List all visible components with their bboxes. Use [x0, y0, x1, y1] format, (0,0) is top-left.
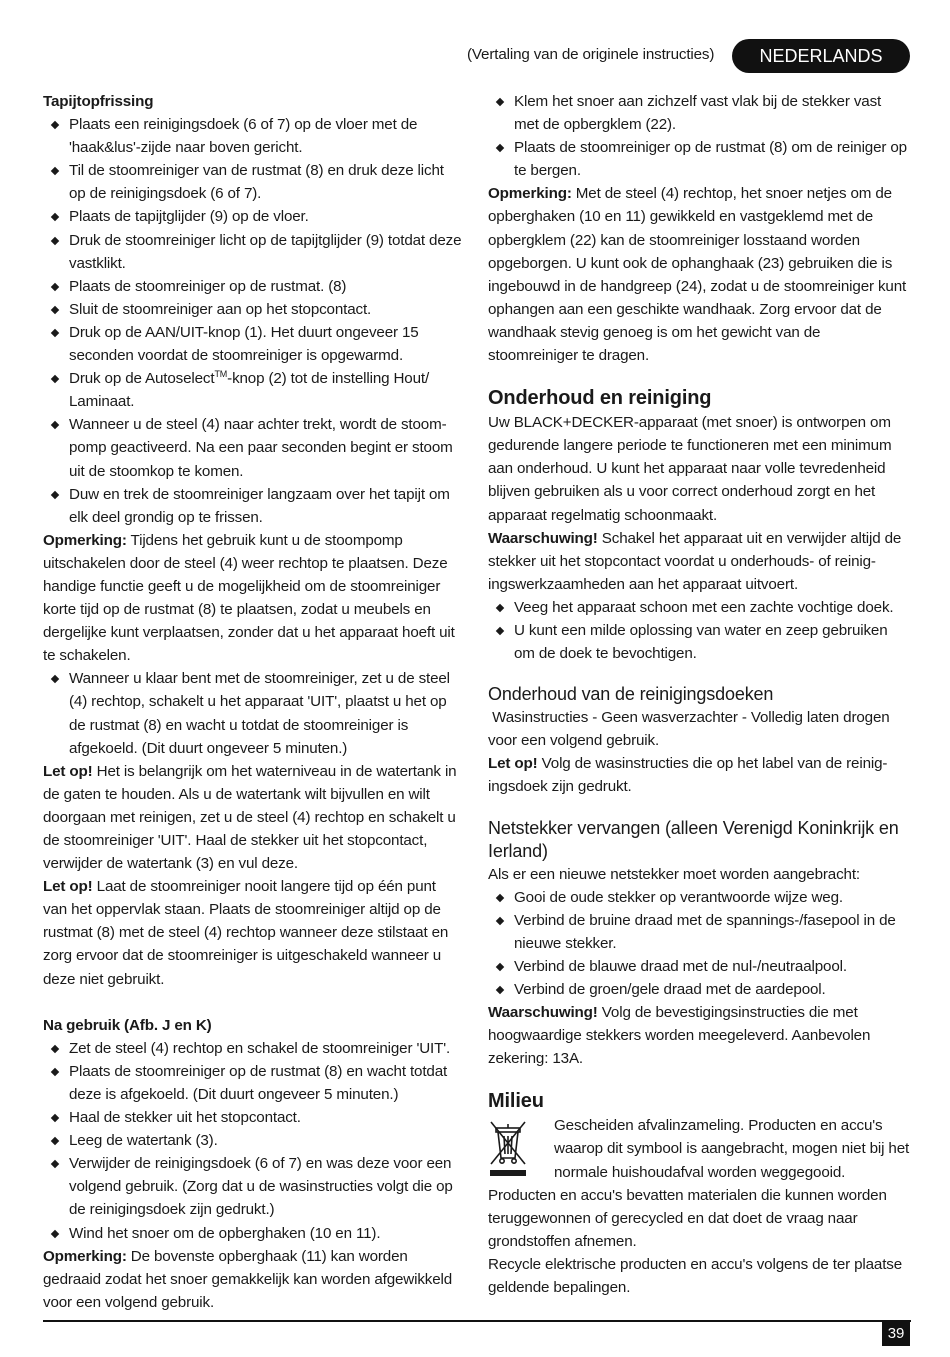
- diamond-bullet-icon: [51, 421, 59, 429]
- autoselect-text-before: Druk op de Autoselect: [69, 370, 215, 388]
- list-item: [43, 321, 463, 367]
- list-item: [488, 136, 910, 182]
- section-heading-tapijtopfrissing: Tapijtopfrissing: [43, 93, 154, 110]
- footer-rule: [43, 1320, 911, 1322]
- list-item-text: Plaats de stoomreiniger op de rustmat (8) om de reiniger op te bergen.: [514, 139, 907, 180]
- list-item-text: Verbind de blauwe draad met de nul-/neutraalpool.: [514, 957, 847, 975]
- stekker-intro: Als er een nieuwe netstekker moet worden aangebracht:: [488, 865, 860, 883]
- section-heading-onderhoud: Onderhoud en reiniging: [488, 387, 712, 410]
- note-text: Met de steel (4) rechtop, het snoer netjes om de opberghaken (10 en 11) gewikkeld en vastgeklemd met de opbergklem (22) kan de stoomreiniger losstaand worden opgeborgen. U kunt ook de ophanghaak (23) gebruiken die is ingebouwd in de handgreep (24), zodat u de stoomreiniger kunt ophangen aan een geschikte wandhaak. Zorg ervoor dat de wandhaak stevig genoeg is om het gewicht van de stoomreiniger te dragen.: [488, 185, 907, 365]
- list-item-text: Zet de steel (4) rechtop en schakel de stoomreiniger 'UIT'.: [69, 1039, 451, 1057]
- diamond-bullet-icon: [51, 490, 59, 498]
- diamond-bullet-icon: [51, 1229, 59, 1237]
- milieu-block: [488, 1114, 910, 1183]
- warning-text: Volg de bevestigingsinstructies die met hoogwaardige stekkers worden meegeleverd. Aanbevolen zekering: 13A.: [488, 1004, 871, 1068]
- list-item: [488, 978, 910, 1001]
- list-item: [43, 483, 463, 529]
- list-item: [43, 159, 463, 205]
- onderhoud-paragraph: Uw BLACK+DECKER-apparaat (met snoer) is ontworpen om gedurende langere periode te functioneren met een minimum aan onderhoud. U kunt het apparaat naar volle tevredenheid blijven gebruiken als u voor correct onderhoud zorgt en het apparaat regelmatig schoonmaakt.: [488, 414, 892, 524]
- diamond-bullet-icon: [496, 604, 504, 612]
- list-item-text: Veeg het apparaat schoon met een zachte vochtige doek.: [514, 598, 894, 616]
- note-label: Opmerking:: [43, 1247, 127, 1265]
- list-item: [43, 1106, 463, 1129]
- list-item-text: Verbind de bruine draad met de spannings-/fasepool in de nieuwe stekker.: [514, 911, 896, 952]
- list-item: [488, 909, 910, 955]
- list-item: [43, 1060, 463, 1106]
- milieu-paragraph: Recycle elektrische producten en accu's volgens de ter plaatse geldende bepalingen.: [488, 1255, 903, 1297]
- note-label: Opmerking:: [488, 185, 572, 203]
- diamond-bullet-icon: [51, 1114, 59, 1122]
- caution-paragraph: [488, 752, 910, 798]
- list-item: [43, 1152, 463, 1221]
- diamond-bullet-icon: [51, 213, 59, 221]
- milieu-paragraph: Producten en accu's bevatten materialen die kunnen worden teruggewonnen of gerecycled en dat doet de vraag naar grondstoffen afnemen.: [488, 1186, 887, 1250]
- diamond-bullet-icon: [496, 893, 504, 901]
- doeken-paragraph: Wasinstructies - Geen wasverzachter - Volledig laten drogen voor een volgend gebruik.: [488, 709, 894, 750]
- list-item-text: Plaats de tapijtglijder (9) op de vloer.: [69, 208, 309, 226]
- list-item: [488, 886, 910, 909]
- list-item: [43, 1222, 463, 1245]
- language-badge: NEDERLANDS: [732, 39, 910, 73]
- trademark-sup: TM: [214, 369, 228, 380]
- stekker-list: [488, 886, 910, 1001]
- caution-text: Het is belangrijk om het waterniveau in de watertank in de gaten te houden. Als u de watertank wilt bijvullen en wilt doorgaan met reinigen, zet u de steel (4) rechtop en schakelt u de stoomreiniger 'UIT'. Haal de stekker uit het stopcontact, verwijder de watertank (3) en vul deze.: [43, 762, 457, 873]
- page-number: 39: [882, 1322, 910, 1346]
- list-item: [488, 619, 910, 665]
- diamond-bullet-icon: [496, 627, 504, 635]
- diamond-bullet-icon: [496, 963, 504, 971]
- diamond-bullet-icon: [51, 1137, 59, 1145]
- caution-text: Laat de stoomreiniger nooit langere tijd op één punt van het oppervlak staan. Plaats de stoomreiniger altijd op de rustmat (8) met de steel (4) rechtop wanneer deze stilstaat en zorg ervoor dat de stoomreiniger is uitgeschakeld wanneer u deze niet gebruikt.: [43, 878, 449, 988]
- crossed-out-wheelie-bin-icon: [488, 1118, 528, 1178]
- caution-label: Let op!: [43, 762, 93, 780]
- caution-label: Let op!: [488, 755, 538, 773]
- list-item: [43, 298, 463, 321]
- list-item-text: Verbind de groen/gele draad met de aardepool.: [514, 981, 826, 998]
- diamond-bullet-icon: [51, 1160, 59, 1168]
- list-item: [488, 955, 910, 978]
- storage-list: [488, 90, 910, 182]
- diamond-bullet-icon: [51, 675, 59, 683]
- list-item-text: Gooi de oude stekker op verantwoorde wijze weg.: [514, 888, 843, 906]
- section-heading-reinigingsdoeken: Onderhoud van de reinigingsdoeken: [488, 684, 774, 705]
- list-item: [488, 90, 910, 136]
- list-item: [43, 275, 463, 298]
- list-item-text: Til de stoomreiniger van de rustmat (8) en druk deze licht op de reinigingsdoek (6 of 7).: [69, 162, 444, 203]
- diamond-bullet-icon: [51, 236, 59, 244]
- diamond-bullet-icon: [51, 375, 59, 383]
- list-item: [43, 1129, 463, 1152]
- diamond-bullet-icon: [496, 144, 504, 152]
- warning-paragraph: [488, 527, 910, 596]
- list-item-text: U kunt een milde oplossing van water en zeep gebruiken om de doek te bevochtigen.: [514, 621, 888, 663]
- list-item-text: Klem het snoer aan zichzelf vast vlak bij de stekker vast met de opbergklem (22).: [514, 93, 882, 134]
- list-item-text: Haal de stekker uit het stopcontact.: [69, 1109, 301, 1127]
- list-item-text: Wanneer u de steel (4) naar achter trekt, wordt de stoom-pomp geactiveerd. Na een paar seconden begint er stoom uit de stoomkop te komen.: [69, 416, 453, 480]
- list-item-text: Plaats een reinigingsdoek (6 of 7) op de vloer met de 'haak&lus'-zijde naar boven gericht.: [69, 116, 418, 157]
- diamond-bullet-icon: [496, 98, 504, 106]
- diamond-bullet-icon: [51, 329, 59, 337]
- onderhoud-list: [488, 596, 910, 665]
- section-heading-milieu: Milieu: [488, 1090, 544, 1113]
- note-paragraph: [43, 1245, 463, 1314]
- list-item-text: Wanneer u klaar bent met de stoomreiniger, zet u de steel (4) rechtop, schakelt u het apparaat 'UIT', plaatst u het op de rustmat (8) en wacht u totdat de stoomreiniger is afgekoeld. (Dit duurt ongeveer 5 minuten.): [69, 670, 450, 757]
- warning-paragraph: [488, 1001, 910, 1070]
- right-column: [488, 90, 910, 1299]
- list-item-text: Druk de stoomreiniger licht op de tapijtglijder (9) totdat deze vastklikt.: [69, 231, 462, 272]
- list-item: [43, 667, 463, 759]
- diamond-bullet-icon: [51, 167, 59, 175]
- list-item-text: Plaats de stoomreiniger op de rustmat. (8): [69, 277, 347, 295]
- na-gebruik-list: [43, 1037, 463, 1245]
- list-item: [43, 229, 463, 275]
- note-text: De bovenste opberghaak (11) kan worden gedraaid zodat het snoer gemakkelijk kan worden afgewikkeld voor een volgend gebruik.: [43, 1247, 453, 1311]
- warning-label: Waarschuwing!: [488, 529, 598, 547]
- note-label: Opmerking:: [43, 531, 127, 549]
- list-item-text: Sluit de stoomreiniger aan op het stopcontact.: [69, 300, 372, 318]
- list-item-text: Duw en trek de stoomreiniger langzaam over het tapijt om elk deel grondig op te frissen.: [69, 485, 450, 526]
- milieu-icon-paragraph: Gescheiden afvalinzameling. Producten en accu's waarop dit symbool is aangebracht, mogen niet bij het normale huishoudafval worden weggegooid.: [554, 1117, 910, 1181]
- warning-text: Schakel het apparaat uit en verwijder altijd de stekker uit het stopcontact voordat u onderhouds- of reinig-ingswerkzaamheden aan het apparaat uitvoert.: [488, 529, 902, 593]
- caution-label: Let op!: [43, 878, 93, 896]
- section-heading-netstekker: Netstekker vervangen (alleen Verenigd Koninkrijk en Ierland): [488, 817, 899, 861]
- diamond-bullet-icon: [51, 1068, 59, 1076]
- diamond-bullet-icon: [496, 916, 504, 924]
- list-item-text: Leeg de watertank (3).: [69, 1132, 218, 1150]
- autoselect-text-after: -knop (2) tot de instelling Hout/ Laminaat.: [69, 370, 430, 411]
- list-item: [43, 367, 463, 413]
- tapijt-list: [43, 113, 463, 529]
- caution-paragraph: [43, 760, 463, 875]
- header-note: (Vertaling van de originele instructies): [467, 46, 715, 63]
- warning-label: Waarschuwing!: [488, 1004, 598, 1022]
- list-item-text: Wind het snoer om de opberghaken (10 en 11).: [69, 1224, 381, 1242]
- diamond-bullet-icon: [51, 306, 59, 314]
- list-item: [43, 1037, 463, 1060]
- note-paragraph: [43, 529, 463, 668]
- diamond-bullet-icon: [51, 121, 59, 129]
- left-column: [43, 90, 463, 1314]
- caution-text: Volg de wasinstructies die op het label van de reinig-ingsdoek zijn gedrukt.: [488, 755, 888, 796]
- section-heading-na-gebruik: Na gebruik (Afb. J en K): [43, 1016, 212, 1034]
- diamond-bullet-icon: [51, 283, 59, 291]
- list-item-text: Plaats de stoomreiniger op de rustmat (8) en wacht totdat deze is afgekoeld. (Dit duurt ongeveer 5 minuten.): [69, 1062, 448, 1103]
- caution-paragraph: [43, 875, 463, 990]
- ready-list: [43, 667, 463, 759]
- list-item: [43, 205, 463, 228]
- note-text: Tijdens het gebruik kunt u de stoompomp uitschakelen door de steel (4) weer rechtop te plaatsen. Deze handige functie geeft u de mogelijkheid om de stoomreiniger korte tijd op de rustmat (8) te plaatsen, zodat u meubels en dergelijke kunt verplaatsen, zonder dat u het apparaat hoeft uit te schakelen.: [43, 531, 455, 665]
- list-item-text: Druk op de AAN/UIT-knop (1). Het duurt ongeveer 15 seconden voordat de stoomreiniger is opgewarmd.: [69, 323, 419, 365]
- diamond-bullet-icon: [496, 986, 504, 994]
- list-item: [43, 413, 463, 482]
- diamond-bullet-icon: [51, 1045, 59, 1053]
- list-item: [488, 596, 910, 619]
- list-item-text: Verwijder de reinigingsdoek (6 of 7) en was deze voor een volgend gebruik. (Zorg dat u de wasinstructies volgt die op de reinigingsdoek zijn gedrukt.): [69, 1155, 453, 1219]
- list-item: [43, 113, 463, 159]
- note-paragraph: [488, 182, 910, 367]
